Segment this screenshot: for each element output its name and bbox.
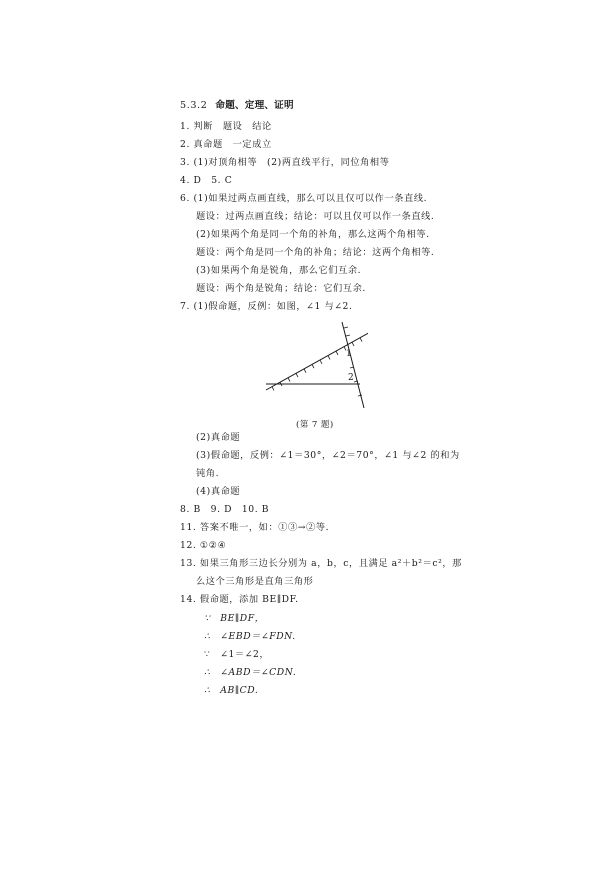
answer-4-5: 4. D 5. C bbox=[180, 175, 233, 186]
answer-6-3-detail: 题设：两个角是锐角；结论：它们互余. bbox=[196, 283, 366, 294]
answer-6-2-detail: 题设：两个角是同一个角的补角；结论：这两个角相等. bbox=[196, 247, 435, 258]
figure-caption: (第 7 题) bbox=[296, 420, 334, 430]
answer-7-3: (3)假命题，反例：∠1＝30°，∠2＝70°，∠1 与∠2 的和为 bbox=[196, 450, 460, 461]
answer-13: 13. 如果三角形三边长分别为 a，b，c，且满足 a²＋b²＝c²，那 bbox=[180, 558, 462, 569]
answer-8-10: 8. B 9. D 10. B bbox=[180, 504, 270, 515]
answer-12: 12. ①②④ bbox=[180, 540, 227, 551]
answer-7-4: (4)真命题 bbox=[196, 486, 241, 497]
section-heading bbox=[180, 100, 294, 112]
proof-step-2: ∴ ∠EBD＝∠FDN. bbox=[204, 631, 296, 642]
answer-6-2: (2)如果两个角是同一个角的补角，那么这两个角相等. bbox=[196, 229, 430, 240]
answer-2: 2. 真命题 一定成立 bbox=[180, 139, 272, 150]
section-number: 5.3.2 bbox=[180, 100, 208, 111]
angle-1-label: 1 bbox=[346, 349, 352, 359]
proof-step-4: ∴ ∠ABD＝∠CDN. bbox=[204, 667, 297, 678]
proof-step-3: ∵ ∠1＝∠2， bbox=[204, 649, 270, 660]
answer-14: 14. 假命题，添加 BE∥DF. bbox=[180, 594, 299, 605]
answer-11: 11. 答案不唯一，如：①③→②等. bbox=[180, 522, 330, 533]
answer-7-2: (2)真命题 bbox=[196, 432, 241, 443]
answer-3: 3. (1)对顶角相等 (2)两直线平行，同位角相等 bbox=[180, 157, 390, 168]
answer-6-1-detail: 题设：过两点画直线；结论：可以且仅可以作一条直线. bbox=[196, 211, 435, 222]
answer-1: 1. 判断 题设 结论 bbox=[180, 121, 272, 132]
proof-step-5: ∴ AB∥CD. bbox=[204, 685, 259, 696]
answer-6-3: (3)如果两个角是锐角，那么它们互余. bbox=[196, 265, 362, 276]
angle-2-label: 2 bbox=[348, 373, 354, 383]
proof-step-1: ∵ BE∥DF， bbox=[204, 613, 265, 624]
figure-7-diagram bbox=[262, 318, 368, 410]
section-title: 命题、定理、证明 bbox=[215, 100, 294, 111]
answer-7-1: 7. (1)假命题，反例：如图，∠1 与∠2. bbox=[180, 301, 353, 312]
answer-13-cont: 么这个三角形是直角三角形 bbox=[196, 576, 314, 587]
answer-6-1: 6. (1)如果过两点画直线，那么可以且仅可以作一条直线. bbox=[180, 193, 428, 204]
answer-7-3-cont: 钝角. bbox=[196, 468, 220, 479]
